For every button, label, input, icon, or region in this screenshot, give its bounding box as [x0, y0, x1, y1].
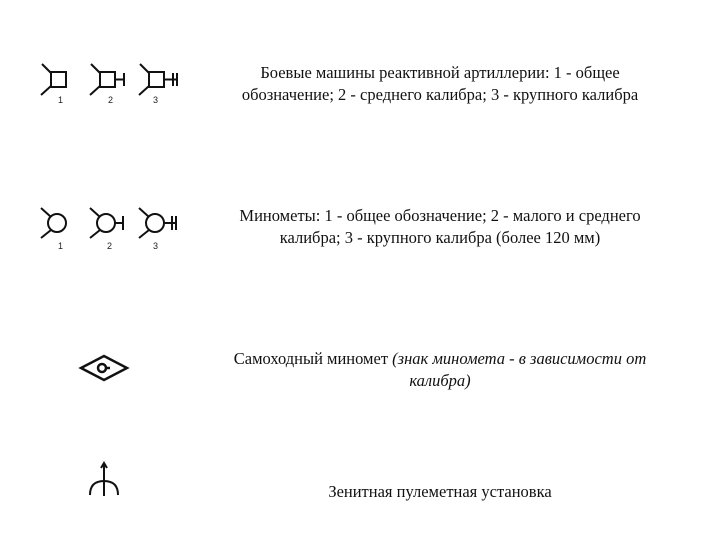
caption-italic-line: калибра) — [409, 371, 471, 390]
mortar-small-medium-caliber-icon — [85, 204, 131, 244]
caption-line: Боевые машины реактивной артиллерии: 1 - общее — [260, 63, 620, 82]
mortar-large-caliber-icon — [134, 204, 182, 244]
caption-line: Зенитная пулеметная установка — [328, 482, 552, 501]
symbol-number: 1 — [58, 95, 64, 105]
self-propelled-mortar-icon — [78, 353, 130, 383]
rocket-launcher-general-icon — [36, 62, 76, 102]
symbol-number: 3 — [153, 95, 159, 105]
anti-aircraft-caption — [200, 481, 680, 503]
symbol-number: 3 — [153, 241, 159, 251]
symbol-number: 2 — [107, 241, 113, 251]
self-propelled-mortar-caption — [200, 348, 680, 392]
caption-line: Минометы: 1 - общее обозначение; 2 - малого и среднего — [239, 206, 641, 225]
caption-line: обозначение; 2 - среднего калибра; 3 - крупного калибра — [241, 85, 639, 104]
caption-normal-text: Самоходный миномет — [233, 349, 393, 368]
anti-aircraft-machine-gun-icon — [84, 460, 124, 500]
caption-line: калибра; 3 - крупного калибра (более 120 мм) — [279, 228, 601, 247]
mortars-caption — [200, 205, 680, 249]
caption-italic-text: (знак миномета - в зависимости от — [392, 349, 647, 368]
symbol-number: 1 — [58, 241, 64, 251]
rocket-artillery-caption — [200, 62, 680, 106]
caption-line — [200, 348, 680, 370]
mortar-general-icon — [36, 204, 76, 244]
symbol-number: 2 — [108, 95, 114, 105]
